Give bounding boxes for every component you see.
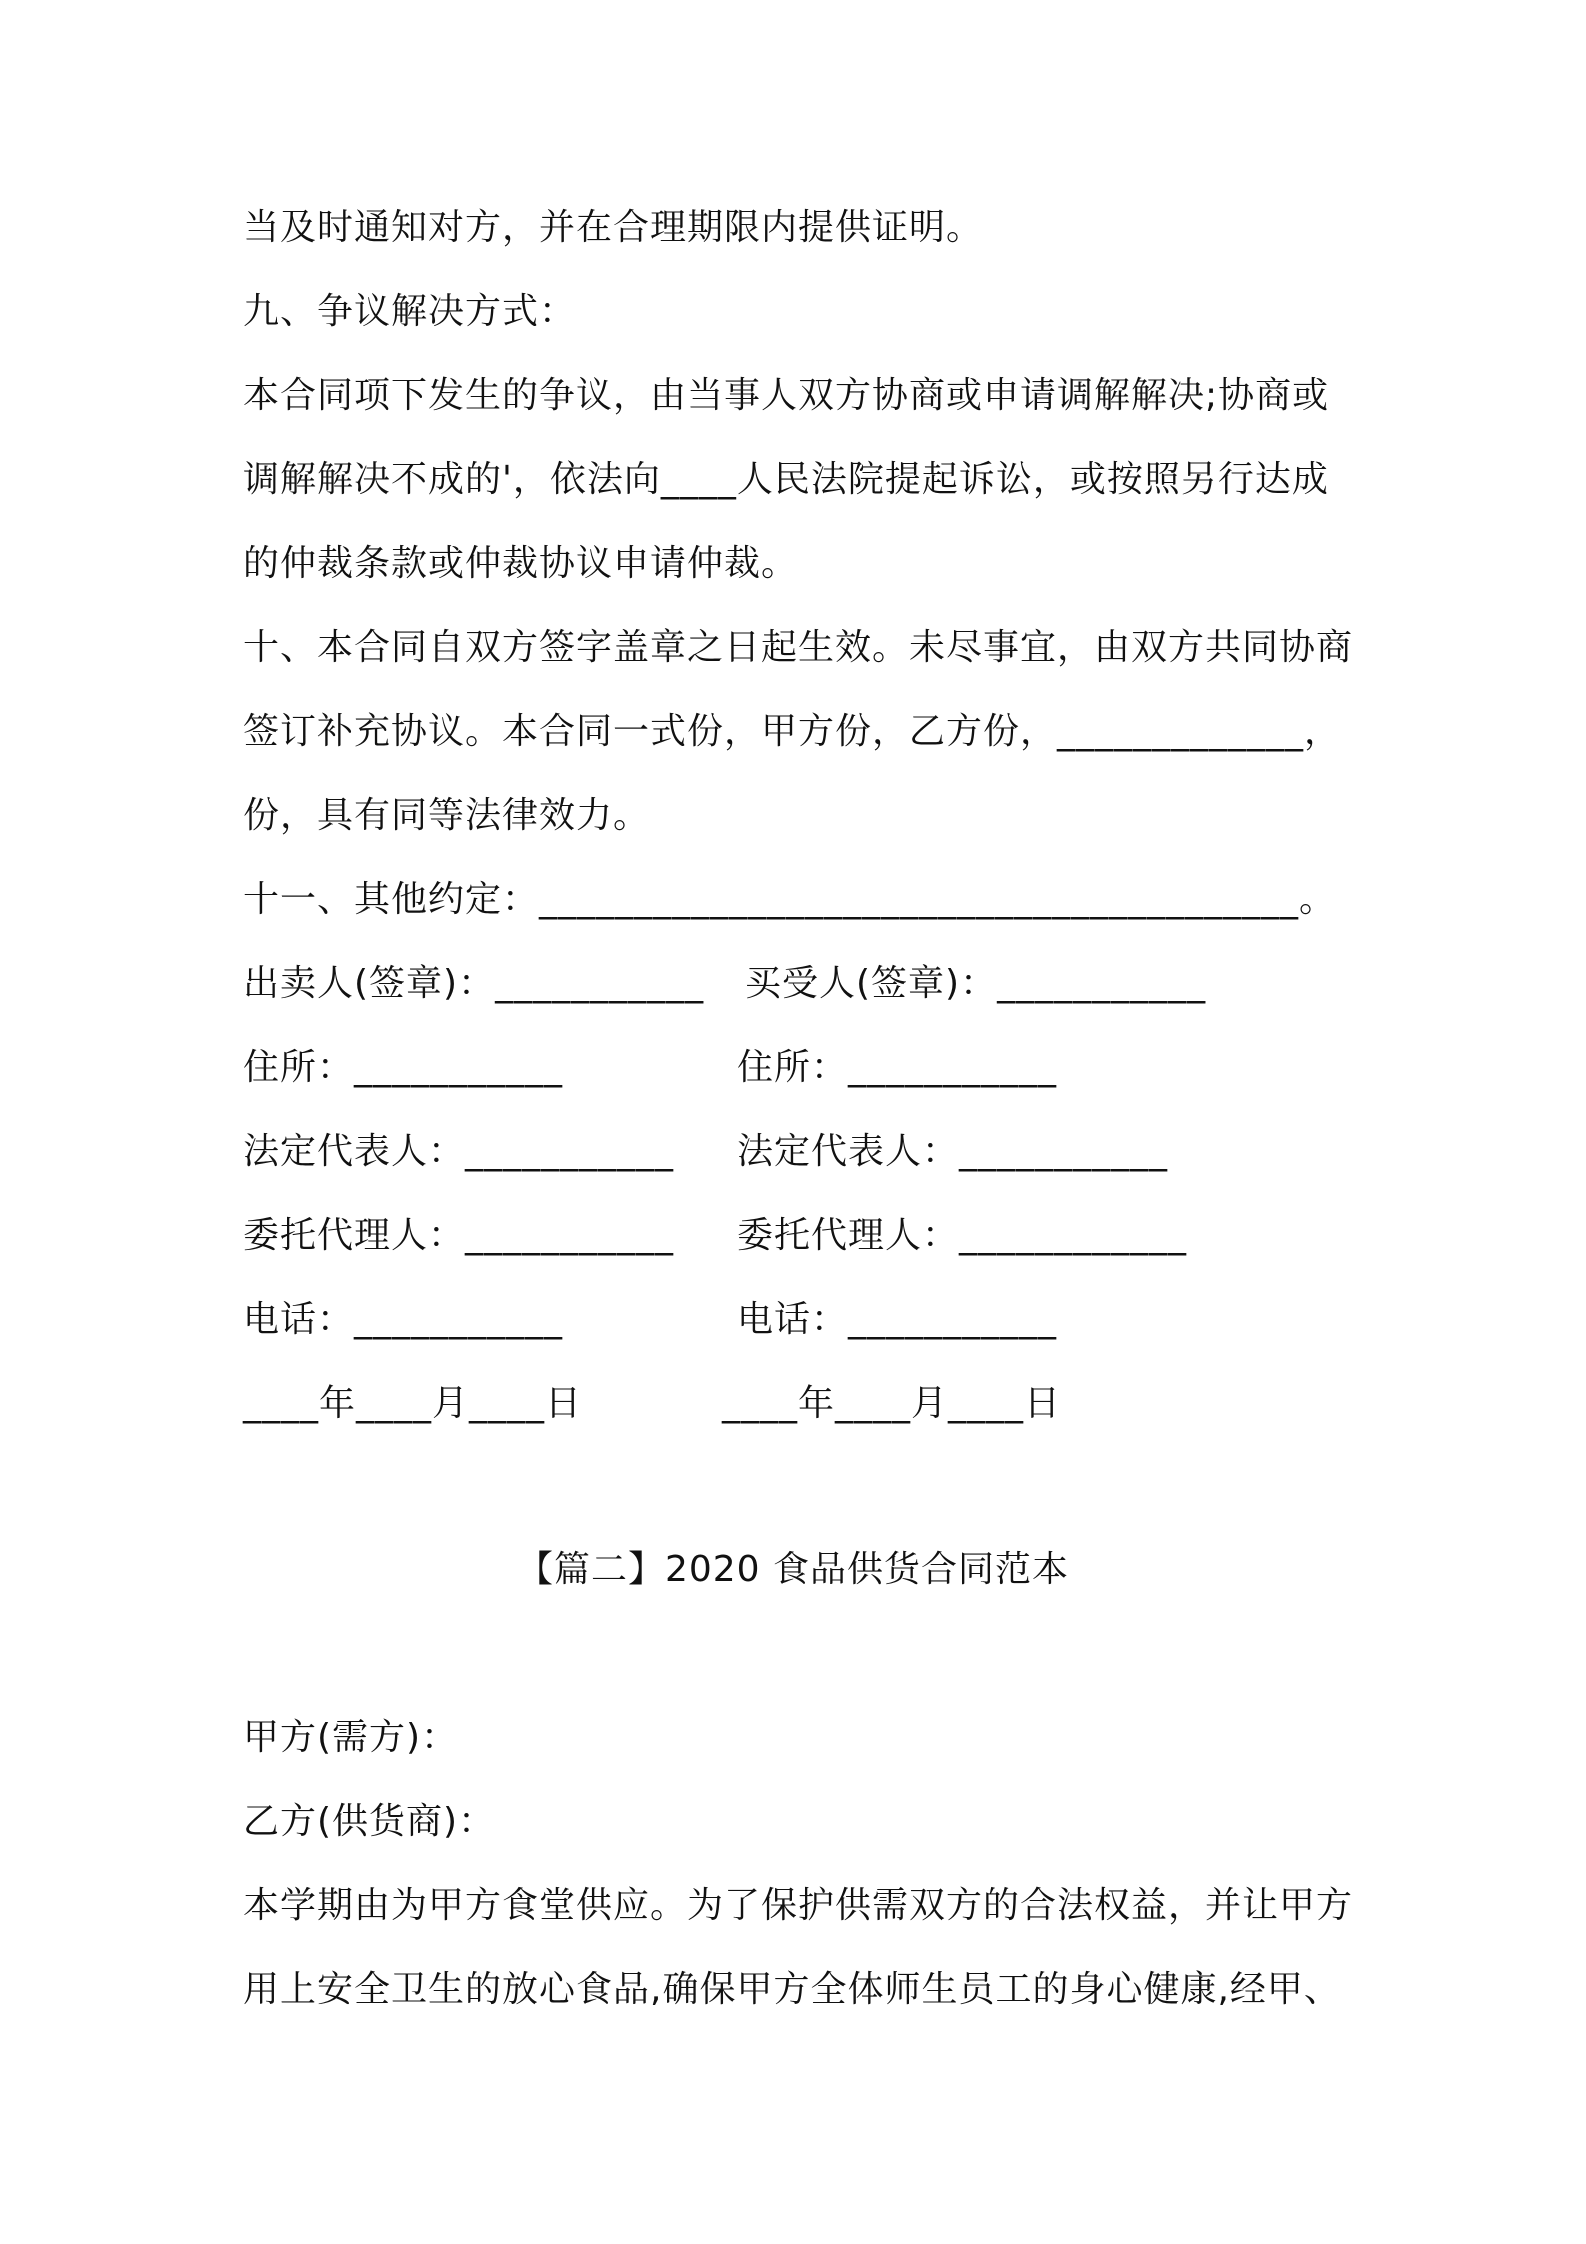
- paragraph-dispute-line-1: 本合同项下发生的争议，由当事人双方协商或申请调解解决;协商或: [243, 375, 1330, 416]
- party-b-label: 乙方(供货商)：: [243, 1801, 496, 1842]
- paragraph-dispute-line-3: 的仲裁条款或仲裁协议申请仲裁。: [243, 543, 799, 584]
- buyer-address: 住所：___________: [737, 1047, 1058, 1088]
- paragraph-other-agreements: 十一、其他约定：________________________________________。: [243, 879, 1337, 920]
- paragraph-intro-line-1: 本学期由为甲方食堂供应。为了保护供需双方的合法权益，并让甲方: [243, 1885, 1354, 1926]
- paragraph-notify: 当及时通知对方，并在合理期限内提供证明。: [243, 207, 984, 248]
- paragraph-intro-line-2: 用上安全卫生的放心食品,确保甲方全体师生员工的身心健康,经甲、: [243, 1969, 1341, 2010]
- buyer-signature: 买受人(签章)：___________: [745, 963, 1207, 1004]
- seller-date: ____年____月____日: [243, 1383, 583, 1424]
- seller-address: 住所：___________: [243, 1047, 564, 1088]
- heading-dispute-resolution: 九、争议解决方式：: [243, 291, 577, 332]
- paragraph-dispute-line-2: 调解解决不成的'，依法向____人民法院提起诉讼，或按照另行达成: [243, 459, 1329, 500]
- paragraph-effect-line-1: 十、本合同自双方签字盖章之日起生效。未尽事宜，由双方共同协商: [243, 627, 1354, 668]
- seller-legal-representative: 法定代表人：___________: [243, 1131, 675, 1172]
- buyer-date: ____年____月____日: [722, 1383, 1062, 1424]
- seller-signature: 出卖人(签章)：___________: [243, 963, 705, 1004]
- seller-agent: 委托代理人：___________: [243, 1215, 675, 1256]
- buyer-legal-representative: 法定代表人：___________: [737, 1131, 1169, 1172]
- buyer-phone: 电话：___________: [737, 1299, 1058, 1340]
- paragraph-effect-line-3: 份，具有同等法律效力。: [243, 795, 651, 836]
- paragraph-effect-line-2: 签订补充协议。本合同一式份，甲方份，乙方份，_____________，: [243, 711, 1342, 752]
- seller-phone: 电话：___________: [243, 1299, 564, 1340]
- party-a-label: 甲方(需方)：: [243, 1717, 459, 1758]
- buyer-agent: 委托代理人：____________: [737, 1215, 1188, 1256]
- section-two-title: 【篇二】2020 食品供货合同范本: [516, 1549, 1070, 1590]
